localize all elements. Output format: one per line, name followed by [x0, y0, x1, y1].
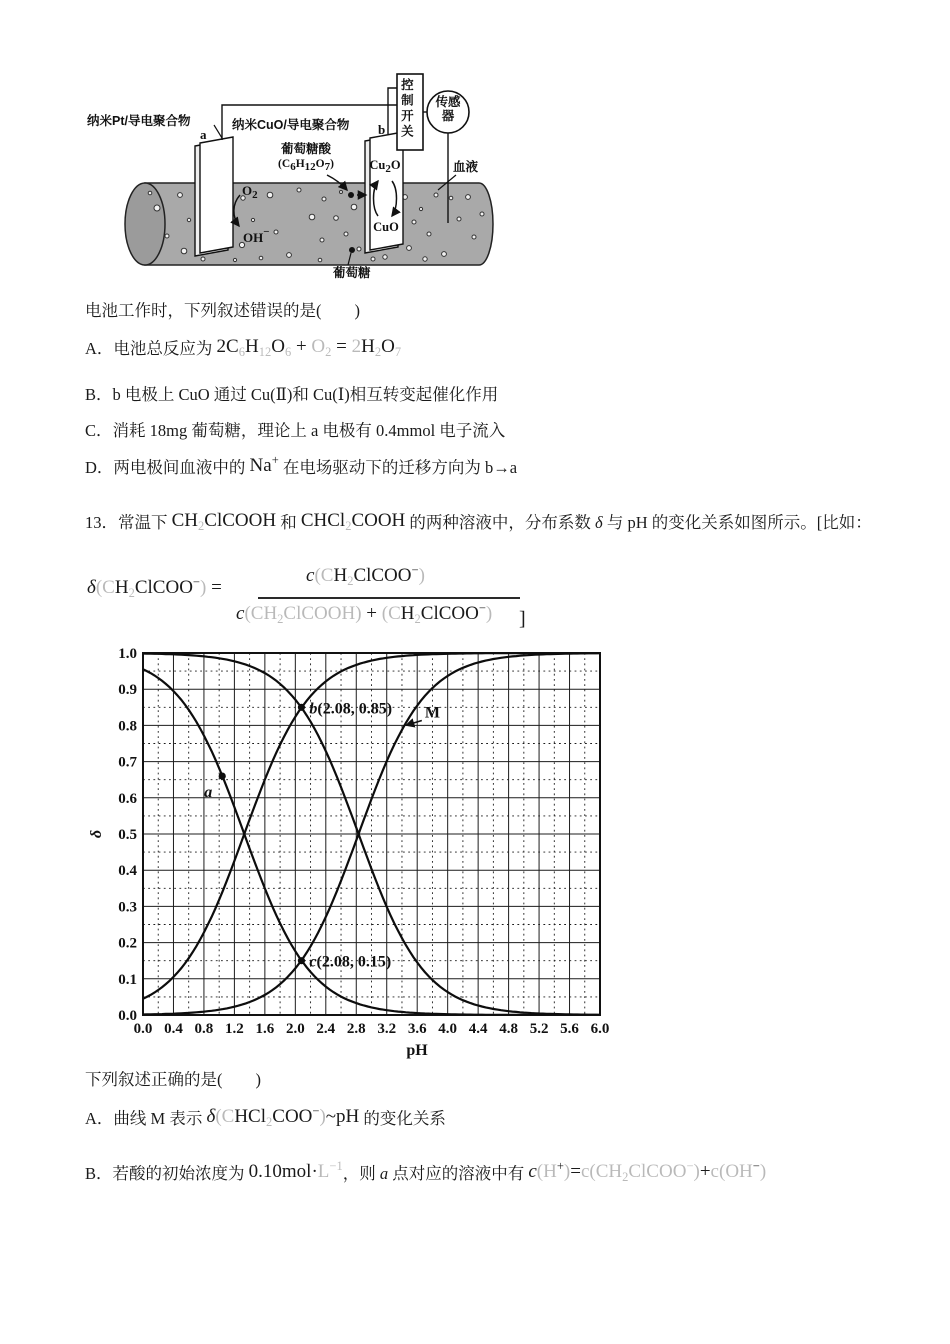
gluconic-acid-label: 葡萄糖酸	[280, 142, 331, 156]
svg-text:2.8: 2.8	[346, 1021, 366, 1037]
svg-text:0.4: 0.4	[118, 863, 137, 880]
blood-label: 血液	[453, 160, 479, 174]
svg-text:pH: pH	[406, 1042, 428, 1059]
gluconic-acid-formula: (C6H12O7)	[278, 158, 334, 173]
cuo-label: CuO	[373, 220, 399, 234]
electrode-a-plate	[200, 137, 233, 253]
fraction-bar	[258, 597, 520, 599]
electrode-b-letter: b	[378, 122, 386, 137]
svg-text:1.6: 1.6	[255, 1021, 275, 1037]
delta-formula-numerator: c(CH2ClCOO−)	[306, 563, 425, 588]
glucose-molecule-dot	[349, 247, 355, 253]
svg-text:a: a	[204, 784, 213, 802]
svg-text:1.0: 1.0	[118, 646, 137, 662]
svg-text:4.0: 4.0	[438, 1021, 458, 1037]
o2-label: $O_2$	[242, 183, 258, 201]
svg-text:c(2.08, 0.15): c(2.08, 0.15)	[309, 953, 392, 971]
q12-option-c: C．消耗 18mg 葡萄糖，理论上 a 电极有 0.4mmol 电子流入	[85, 421, 506, 440]
svg-text:δ: δ	[88, 829, 105, 839]
svg-text:0.5: 0.5	[118, 827, 137, 843]
distribution-chart	[85, 645, 620, 1065]
electrode-b-material-label: 纳米CuO/导电聚合物	[232, 118, 350, 132]
control-switch-label: 控制开关	[399, 78, 414, 140]
svg-text:M: M	[424, 704, 440, 722]
electrode-a-label-leader	[214, 125, 222, 138]
svg-text:4.8: 4.8	[499, 1021, 518, 1037]
svg-text:b(2.08, 0.85): b(2.08, 0.85)	[309, 700, 393, 718]
sensor-label: 传感器	[435, 95, 461, 124]
svg-text:0.6: 0.6	[118, 790, 137, 807]
svg-text:6.0: 6.0	[590, 1021, 610, 1037]
cu2o-label: Cu2O	[369, 158, 401, 175]
svg-text:1.2: 1.2	[225, 1021, 244, 1037]
electrode-a-material-label: 纳米Pt/导电聚合物	[87, 114, 191, 128]
formula-close-bracket: ]	[519, 608, 526, 630]
svg-text:0.2: 0.2	[118, 935, 137, 952]
q13-stem: 13．常温下 CH2ClCOOH 和 CHCl2COOH 的两种溶液中，分布系数 δ 与 pH 的变化关系如图所示。[比如：	[85, 510, 872, 533]
svg-text:0.8: 0.8	[194, 1021, 214, 1037]
q12-option-b: B．b 电极上 CuO 通过 Cu(Ⅱ)和 Cu(Ⅰ)相互转变起催化作用	[85, 385, 499, 404]
svg-text:0.3: 0.3	[118, 899, 137, 916]
svg-text:3.6: 3.6	[407, 1021, 427, 1037]
svg-text:0.1: 0.1	[118, 971, 137, 988]
svg-text:5.6: 5.6	[560, 1021, 579, 1037]
svg-text:0.9: 0.9	[118, 682, 137, 699]
svg-text:2.4: 2.4	[316, 1021, 336, 1037]
q13-option-b: B．若酸的初始浓度为 $0.10mol\cdot L^{-1}$，则 a 点对应的溶液中有 c(H+)=c(CH2ClCOO−)+c(OH−)	[85, 1159, 767, 1184]
svg-text:4.4: 4.4	[468, 1021, 488, 1037]
q12-option-d: D．两电极间血液中的 Na+ 在电场驱动下的迁移方向为 b→a	[85, 453, 518, 477]
glucose-molecule-dot	[348, 192, 354, 198]
q12-option-a: A．电池总反应为 2C6H12O6 + O2 = 2H2O7	[85, 336, 402, 359]
q12-stem: 电池工作时，下列叙述错误的是( )	[85, 301, 360, 320]
oh-label: OH−	[243, 226, 270, 245]
svg-text:2.0: 2.0	[285, 1021, 305, 1037]
biofuel-cell-diagram	[85, 68, 505, 293]
blood-vessel-end-cap	[125, 183, 165, 265]
q13-option-a: A．曲线 M 表示 δ(CHCl2COO−)~pH 的变化关系	[85, 1104, 446, 1129]
delta-formula-left: δ(CH2ClCOO−) =	[87, 575, 222, 600]
svg-text:0.7: 0.7	[118, 754, 137, 771]
svg-text:0.8: 0.8	[118, 718, 137, 735]
delta-formula-denominator: c(CH2ClCOOH) + (CH2ClCOO−)	[236, 601, 493, 626]
q13-after-chart-stem: 下列叙述正确的是( )	[85, 1070, 261, 1089]
svg-text:0.0: 0.0	[118, 1008, 137, 1024]
svg-text:0.4: 0.4	[164, 1021, 183, 1037]
electrode-a-letter: a	[200, 127, 207, 142]
glucose-label: 葡萄糖	[333, 266, 371, 280]
svg-text:0.0: 0.0	[133, 1021, 153, 1037]
svg-text:5.2: 5.2	[529, 1021, 549, 1037]
svg-text:3.2: 3.2	[377, 1021, 397, 1037]
